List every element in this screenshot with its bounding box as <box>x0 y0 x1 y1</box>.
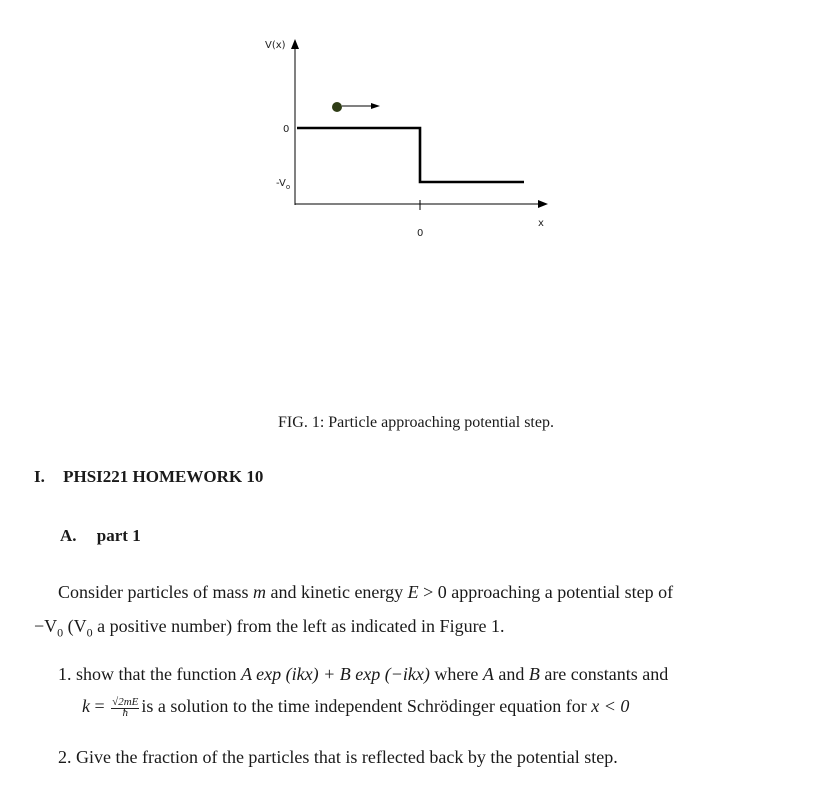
list-item-2: 2. Give the fraction of the particles that is reflected back by the potential step. <box>58 747 618 767</box>
tick-label-zero-x: 0 <box>417 228 424 239</box>
subsection-heading <box>60 526 141 546</box>
subsection-number: A. <box>60 526 77 545</box>
intro-line-1: Consider particles of mass m and kinetic energy E > 0 approaching a potential step of <box>58 582 674 602</box>
intro-line-2: $-V_0$ ($V_0$ a positive number) from the left as indicated in Figure 1. <box>34 616 505 640</box>
tick-label-zero-y: 0 <box>283 124 290 135</box>
section-heading <box>34 467 263 487</box>
figure-svg <box>0 0 832 260</box>
potential-step-figure <box>0 0 832 260</box>
particle-arrow-head <box>371 103 380 109</box>
y-axis-label: V(x) <box>265 40 286 51</box>
item-number: 2. <box>58 747 72 767</box>
tick-label-minus-v0: $-V_o$ <box>276 178 291 191</box>
section-number: I. <box>34 467 45 486</box>
y-axis-arrow <box>291 39 299 49</box>
particle <box>332 102 342 112</box>
x-axis-arrow <box>538 200 548 208</box>
list-item-1: 1. show that the function A exp (ikx) + B exp (−ikx) where A and B are constants and <box>58 664 669 684</box>
section-title: PHSI221 HOMEWORK 10 <box>63 467 264 486</box>
potential-step-line <box>297 128 524 182</box>
list-item-1-cont: $k = \frac{√2mE}{ħ}$ is a solution to the time independent Schrödinger equation for x < 0 <box>82 695 630 719</box>
k-fraction: $\frac{√2mE}{ħ}$ <box>112 695 139 719</box>
subsection-title: part 1 <box>96 526 141 545</box>
item-number: 1. <box>58 664 72 684</box>
x-axis-label: x <box>538 218 544 229</box>
figure-caption: FIG. 1: Particle approaching potential step. <box>278 414 554 431</box>
